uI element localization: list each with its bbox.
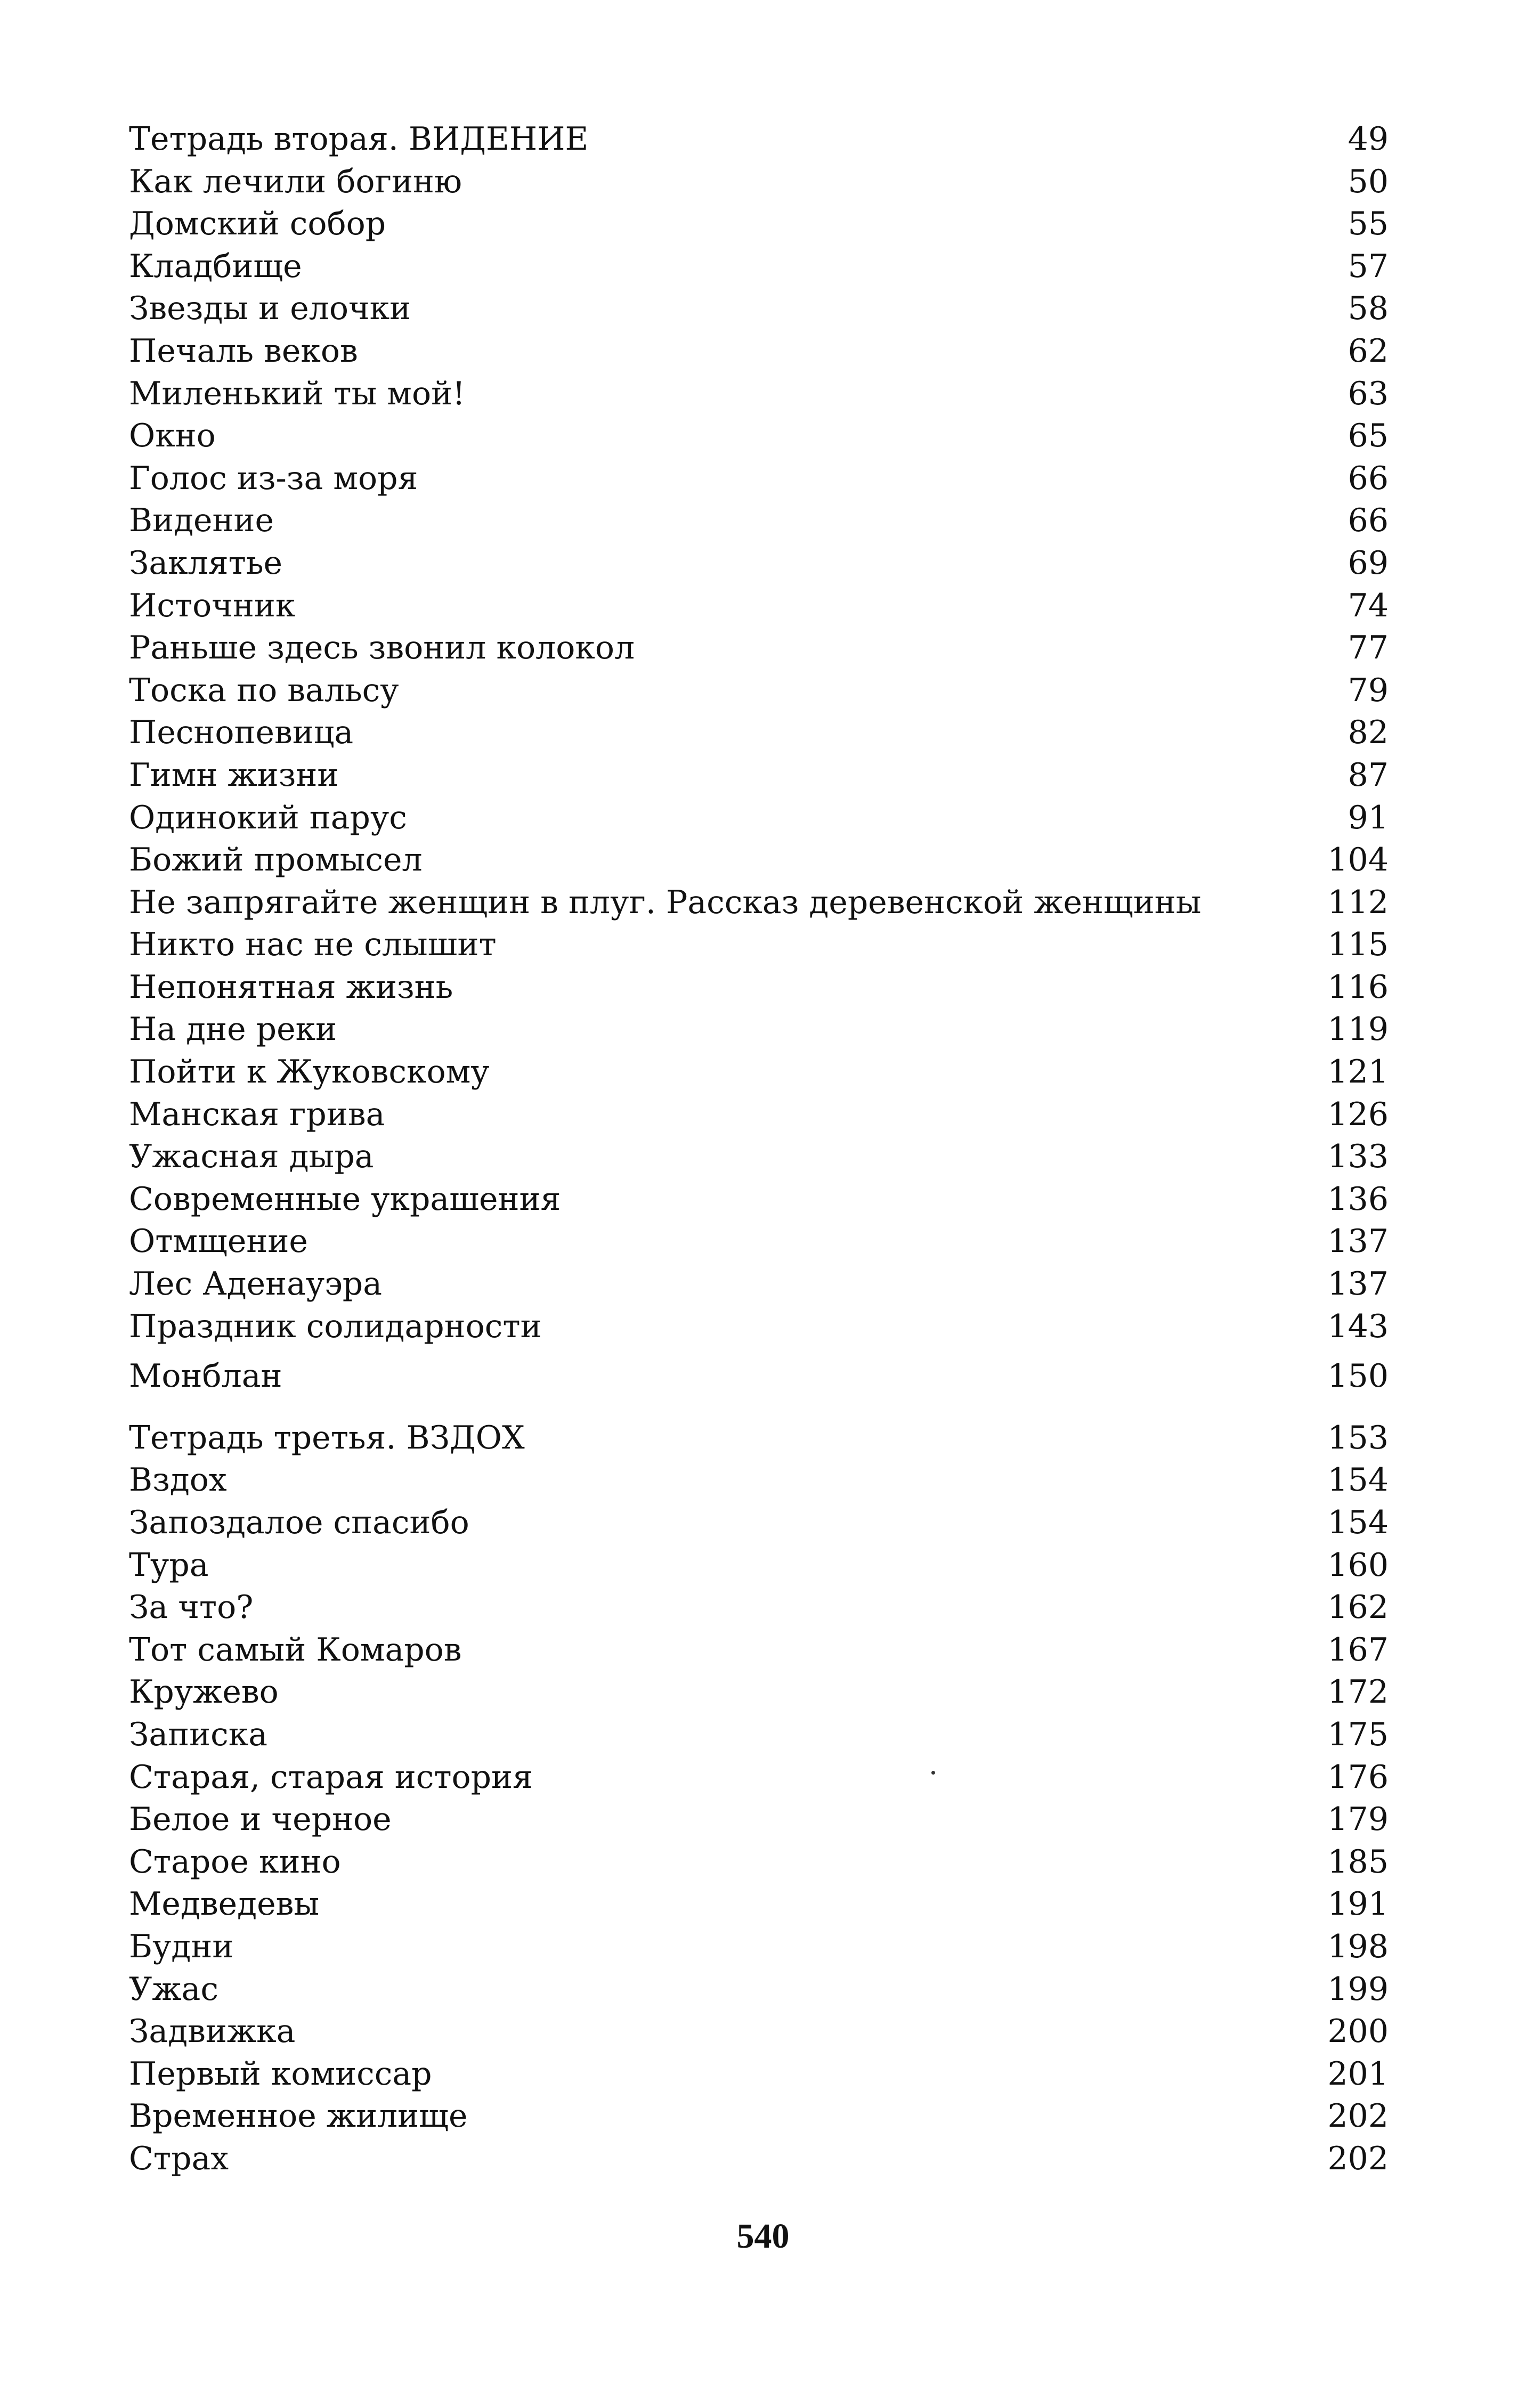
toc-entry-title: Никто нас не слышит <box>129 926 497 964</box>
toc-entry-page: 198 <box>1327 1927 1389 1965</box>
toc-entry-title: Тура <box>129 1546 209 1584</box>
toc-entry-title: Одинокий парус <box>129 799 407 836</box>
toc-entry-page: 172 <box>1327 1673 1389 1711</box>
toc-entry-title: Современные украшения <box>129 1180 561 1218</box>
section-heading-row <box>129 118 1389 161</box>
toc-entry <box>129 1841 1389 1884</box>
toc-entry-title: Тоска по вальсу <box>129 671 399 709</box>
toc-entry-title: Старая, старая история <box>129 1758 533 1796</box>
toc-entry-page: 143 <box>1327 1307 1389 1345</box>
toc-entry-page: 87 <box>1348 756 1389 794</box>
toc-entry-title: Монблан <box>129 1357 282 1395</box>
toc-entry-title: Отмщение <box>129 1223 308 1260</box>
toc-entry-page: 82 <box>1348 714 1389 752</box>
section-gap <box>129 1398 1389 1417</box>
toc-entry <box>129 542 1389 585</box>
toc-entry-page: 179 <box>1327 1801 1389 1838</box>
toc-entry <box>129 1008 1389 1051</box>
toc-entry-page: 126 <box>1327 1095 1389 1133</box>
toc-entry <box>129 1926 1389 1968</box>
toc-entry-title: Белое и черное <box>129 1801 392 1838</box>
toc-entry-title: Записка <box>129 1715 268 1753</box>
toc-entry <box>129 627 1389 670</box>
toc-entry-title: Заклятье <box>129 544 282 582</box>
toc-entry <box>129 1502 1389 1544</box>
toc-entry-page: 202 <box>1327 2139 1389 2177</box>
toc-entry-title: Гимн жизни <box>129 756 339 794</box>
toc-entry <box>129 246 1389 288</box>
toc-entry-page: 69 <box>1348 544 1389 582</box>
toc-entry <box>129 712 1389 754</box>
toc-entry <box>129 1459 1389 1502</box>
toc-entry-page: 58 <box>1348 290 1389 328</box>
toc-entry-page: 154 <box>1327 1461 1389 1499</box>
toc-entry <box>129 1799 1389 1841</box>
toc-entry <box>129 1714 1389 1756</box>
toc-entry <box>129 2053 1389 2096</box>
toc-entry-page: 136 <box>1327 1180 1389 1218</box>
toc-entry-title: Непонятная жизнь <box>129 968 453 1006</box>
toc-entry-page: 63 <box>1348 375 1389 412</box>
toc-entry <box>129 1178 1389 1221</box>
toc-entry <box>129 2011 1389 2053</box>
toc-entry-page: 57 <box>1348 247 1389 285</box>
toc-entry-title: Божий промысел <box>129 841 423 879</box>
toc-entry-page: 55 <box>1348 205 1389 243</box>
toc-entry-title: Страх <box>129 2139 229 2177</box>
toc-entry <box>129 415 1389 458</box>
toc-entry-page: 191 <box>1327 1885 1389 1923</box>
toc-entry-page: 66 <box>1348 459 1389 497</box>
toc-entry <box>129 1544 1389 1587</box>
toc-entry-title: Будни <box>129 1927 234 1965</box>
toc-entry-page: 50 <box>1348 162 1389 200</box>
toc-entry-title: Раньше здесь звонил колокол <box>129 629 635 667</box>
toc-entry <box>129 458 1389 500</box>
toc-entry-title: Лес Аденауэра <box>129 1265 382 1303</box>
toc-entry-page: 119 <box>1327 1011 1389 1048</box>
toc-entry-page: 137 <box>1327 1265 1389 1303</box>
toc-entry-title: Манская грива <box>129 1095 385 1133</box>
toc-entry <box>129 330 1389 373</box>
print-speck <box>931 1771 935 1775</box>
toc-entry <box>129 1671 1389 1714</box>
toc-entry-title: Тот самый Комаров <box>129 1631 462 1669</box>
toc-entry-page: 115 <box>1327 926 1389 964</box>
toc-entry-title: Вздох <box>129 1461 227 1499</box>
toc-entry <box>129 1355 1389 1398</box>
section-heading-title: Тетрадь вторая. ВИДЕНИЕ <box>129 120 589 158</box>
toc-entry <box>129 924 1389 966</box>
toc-entry-title: Не запрягайте женщин в плуг. Рассказ деревенской женщины <box>129 883 1202 921</box>
toc-entry <box>129 1136 1389 1178</box>
toc-entry-title: Пойти к Жуковскому <box>129 1053 490 1091</box>
toc-entry-page: 104 <box>1327 841 1389 879</box>
toc-entry-title: Старое кино <box>129 1843 341 1881</box>
toc-entry-title: Кладбище <box>129 247 302 285</box>
toc-entry-title: За что? <box>129 1589 254 1626</box>
toc-entry-page: 133 <box>1327 1138 1389 1176</box>
toc-entry-title: Песнопевица <box>129 714 354 752</box>
toc-entry-page: 116 <box>1327 968 1389 1006</box>
toc-entry <box>129 1756 1389 1799</box>
toc-entry-page: 154 <box>1327 1504 1389 1541</box>
toc-entry-page: 175 <box>1327 1715 1389 1753</box>
toc-entry-page: 49 <box>1348 120 1389 158</box>
toc-entry <box>129 966 1389 1009</box>
toc-entry-page: 176 <box>1327 1758 1389 1796</box>
toc-entry-page: 150 <box>1327 1357 1389 1395</box>
toc-entry-page: 199 <box>1327 1970 1389 2008</box>
toc-entry-page: 162 <box>1327 1589 1389 1626</box>
toc-entry <box>129 1263 1389 1306</box>
toc-entry <box>129 670 1389 712</box>
toc-entry <box>129 500 1389 542</box>
toc-entry-title: Как лечили богиню <box>129 162 462 200</box>
toc-entry <box>129 2138 1389 2181</box>
toc-entry <box>129 1306 1389 1348</box>
toc-entry-page: 66 <box>1348 502 1389 540</box>
toc-entry <box>129 1094 1389 1136</box>
toc-entry-page: 65 <box>1348 417 1389 455</box>
toc-entry-title: Кружево <box>129 1673 279 1711</box>
toc-entry-title: Звезды и елочки <box>129 290 411 328</box>
toc-entry-page: 112 <box>1327 883 1389 921</box>
toc-entry <box>129 161 1389 204</box>
toc-entry-title: Ужас <box>129 1970 218 2008</box>
toc-entry-title: Задвижка <box>129 2013 296 2051</box>
toc-entry <box>129 288 1389 330</box>
toc-entry <box>129 373 1389 416</box>
toc-entry-title: Медведевы <box>129 1885 320 1923</box>
toc-entry-title: Печаль веков <box>129 332 358 370</box>
toc-entry <box>129 203 1389 246</box>
toc-entry-page: 121 <box>1327 1053 1389 1091</box>
toc-entry-page: 74 <box>1348 587 1389 624</box>
toc-entry-page: 137 <box>1327 1223 1389 1260</box>
page-number: 540 <box>736 2217 790 2256</box>
toc-entry <box>129 585 1389 628</box>
toc-entry-page: 153 <box>1327 1419 1389 1457</box>
toc-entry <box>129 754 1389 797</box>
toc-entry-title: Ужасная дыра <box>129 1138 374 1176</box>
toc-entry-page: 79 <box>1348 671 1389 709</box>
toc-entry-page: 77 <box>1348 629 1389 667</box>
toc-entry <box>129 797 1389 840</box>
toc-entry <box>129 2095 1389 2138</box>
toc-entry-title: Запоздалое спасибо <box>129 1504 469 1541</box>
toc-entry-page: 201 <box>1327 2055 1389 2093</box>
toc-entry <box>129 1587 1389 1629</box>
toc-entry <box>129 1968 1389 2011</box>
toc-entry-title: Домский собор <box>129 205 386 243</box>
entry-gap <box>129 1348 1389 1355</box>
toc-entry <box>129 1051 1389 1094</box>
toc-entry-page: 185 <box>1327 1843 1389 1881</box>
toc-entry-title: Окно <box>129 417 216 455</box>
toc-entry-title: На дне реки <box>129 1011 337 1048</box>
toc-entry-page: 160 <box>1327 1546 1389 1584</box>
toc-entry-title: Праздник солидарности <box>129 1307 542 1345</box>
section-heading-row <box>129 1417 1389 1460</box>
toc-entry-page: 167 <box>1327 1631 1389 1669</box>
toc-entry-title: Голос из-за моря <box>129 459 418 497</box>
toc-entry-title: Миленький ты мой! <box>129 375 466 412</box>
table-of-contents <box>129 118 1389 2181</box>
toc-entry-page: 200 <box>1327 2013 1389 2051</box>
toc-entry <box>129 1629 1389 1672</box>
toc-entry <box>129 1221 1389 1263</box>
toc-entry-title: Первый комиссар <box>129 2055 432 2093</box>
toc-entry-page: 91 <box>1348 799 1389 836</box>
toc-entry <box>129 839 1389 882</box>
toc-entry-page: 62 <box>1348 332 1389 370</box>
toc-entry-title: Временное жилище <box>129 2097 468 2135</box>
toc-entry <box>129 882 1389 924</box>
toc-entry <box>129 1883 1389 1926</box>
toc-entry-page: 202 <box>1327 2097 1389 2135</box>
toc-entry-title: Источник <box>129 587 296 624</box>
section-heading-title: Тетрадь третья. ВЗДОХ <box>129 1419 525 1457</box>
toc-entry-title: Видение <box>129 502 274 540</box>
